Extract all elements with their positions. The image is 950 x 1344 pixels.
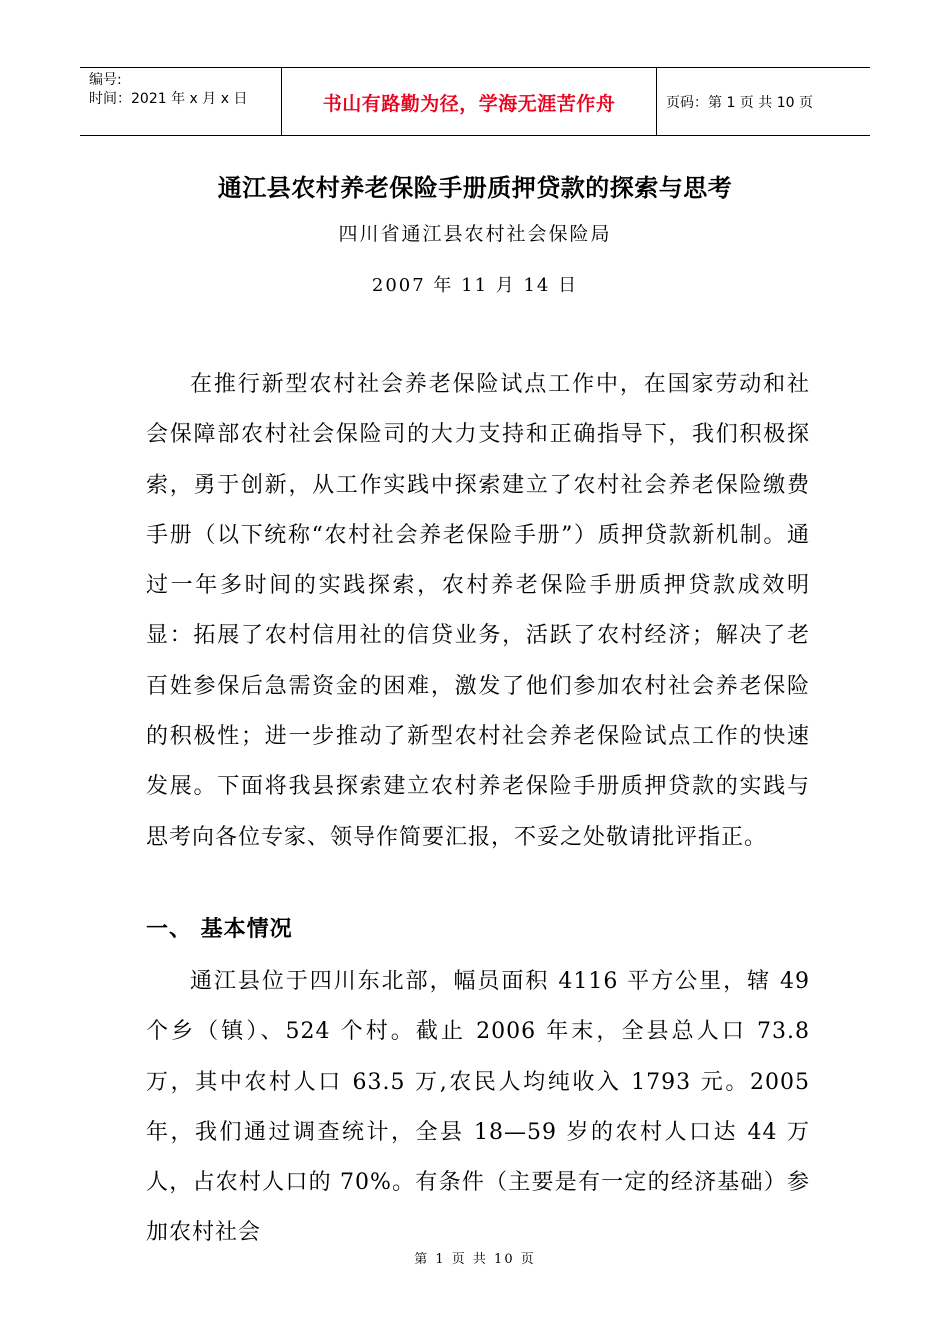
document-organization: 四川省通江县农村社会保险局 xyxy=(338,223,612,245)
page-footer: 第 1 页 共 10 页 xyxy=(414,1252,536,1267)
header-page-info: 页码：第 1 页 共 10 页 xyxy=(666,95,813,111)
header-code-label: 编号: xyxy=(89,72,122,88)
document-header xyxy=(80,67,870,136)
section-heading: 一、 基本情况 xyxy=(146,917,293,942)
document-date: 2007 年 11 月 14 日 xyxy=(371,275,579,296)
header-divider xyxy=(656,68,657,135)
header-meta xyxy=(89,71,279,109)
header-motto: 书山有路勤为径，学海无涯苦作舟 xyxy=(322,93,616,115)
header-time-label: 时间：2021 年 x 月 x 日 xyxy=(89,91,248,107)
body-paragraph: 在推行新型农村社会养老保险试点工作中，在国家劳动和社会保障部农村社会保险司的大力支持和正确指导下，我们积极探索，勇于创新，从工作实践中探索建立了农村社会养老保险缴费手册（以下统称“农村社会养老保险手册”）质押贷款新机制。通过一年多时间的实践探索，农村养老保险手册质押贷款成效明显：拓展了农村信用社的信贷业务，活跃了农村经济；解决了老百姓参保后急需资金的困难，激发了他们参加农村社会养老保险的积极性；进一步推动了新型农村社会养老保险试点工作的快速发展。下面将我县探索建立农村养老保险手册质押贷款的实践与思考向各位专家、领导作简要汇报，不妥之处敬请批评指正。 xyxy=(146,372,810,850)
body-paragraph: 通江县位于四川东北部，幅员面积 4116 平方公里，辖 49 个乡（镇）、524 个村。截止 2006 年末，全县总人口 73.8 万，其中农村人口 63.5 万,农民人均纯收入 1793 元。2005 年，我们通过调查统计，全县 18—59 岁的农村人口达 44 万人，占农村人口的 70%。有条件（主要是有一定的经济基础）参加农村社会 xyxy=(146,969,810,1246)
document-title: 通江县农村养老保险手册质押贷款的探索与思考 xyxy=(217,174,733,202)
